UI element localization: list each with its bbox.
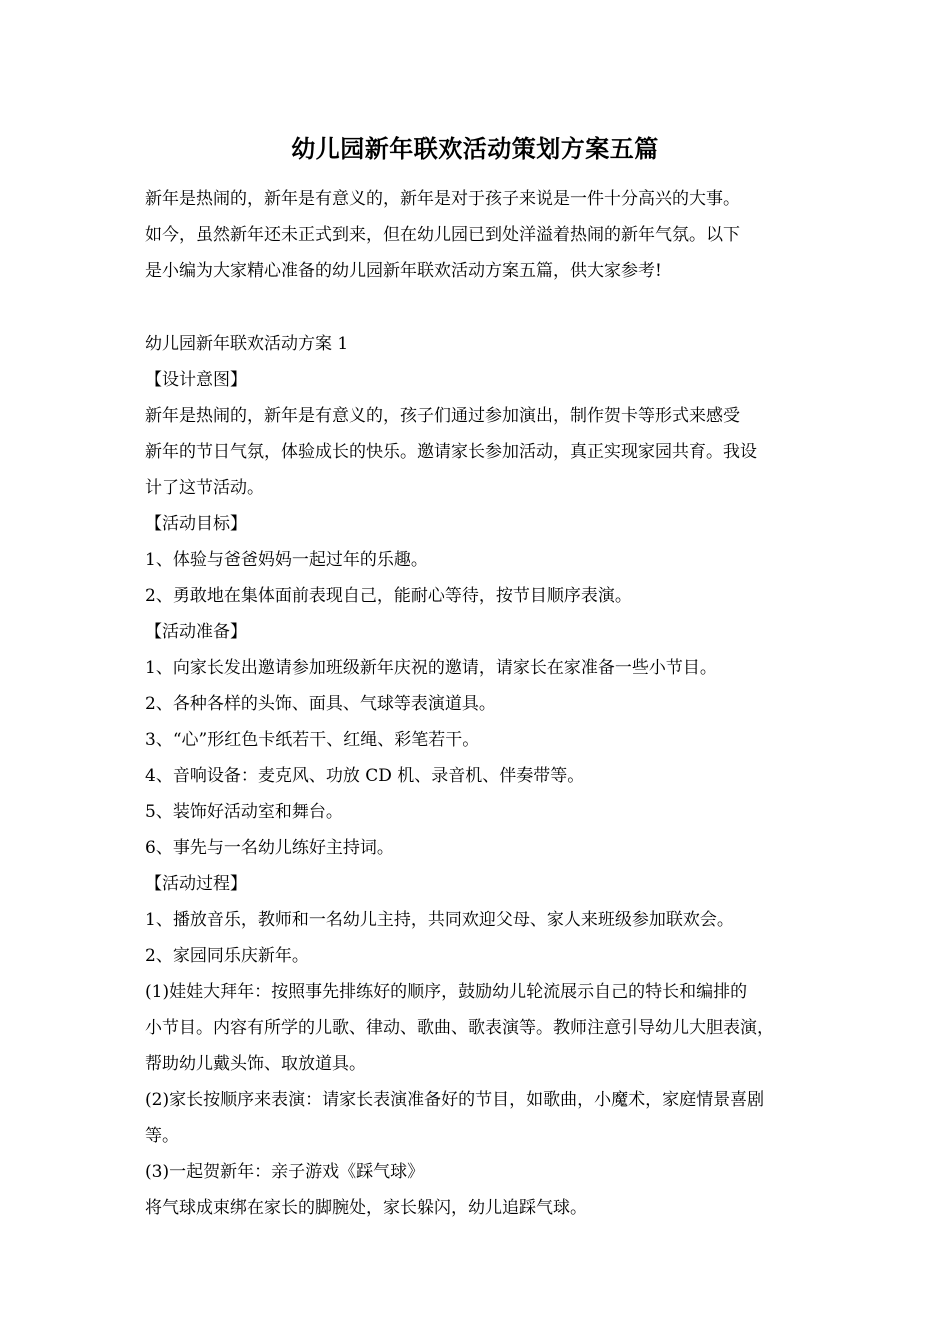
section-heading: 幼儿园新年联欢活动方案 1 xyxy=(145,334,349,354)
text-line: (3)一起贺新年：亲子游戏《踩气球》 xyxy=(145,1162,425,1182)
list-item: 2、各种各样的头饰、面具、气球等表演道具。 xyxy=(145,694,496,714)
plan-section xyxy=(145,326,811,1226)
text-line: 等。 xyxy=(145,1126,179,1146)
list-item: 3、“心”形红色卡纸若干、红绳、彩笔若干。 xyxy=(145,730,480,750)
subheading-preparation: 【活动准备】 xyxy=(145,622,247,642)
list-item: 6、事先与一名幼儿练好主持词。 xyxy=(145,838,394,858)
list-item: 5、装饰好活动室和舞台。 xyxy=(145,802,343,822)
intro-line: 是小编为大家精心准备的幼儿园新年联欢活动方案五篇，供大家参考! xyxy=(145,261,662,281)
intro-line: 新年是热闹的，新年是有意义的，新年是对于孩子来说是一件十分高兴的大事。 xyxy=(145,189,740,209)
text-line: 新年的节日气氛，体验成长的快乐。邀请家长参加活动，真正实现家园共育。我设 xyxy=(145,442,757,462)
list-item: 1、播放音乐，教师和一名幼儿主持，共同欢迎父母、家人来班级参加联欢会。 xyxy=(145,910,734,930)
text-line: 计了这节活动。 xyxy=(145,478,264,498)
text-line: 将气球成束绑在家长的脚腕处，家长躲闪，幼儿追踩气球。 xyxy=(145,1198,587,1218)
text-line: 新年是热闹的，新年是有意义的，孩子们通过参加演出，制作贺卡等形式来感受 xyxy=(145,406,740,426)
text-line: 帮助幼儿戴头饰、取放道具。 xyxy=(145,1054,366,1074)
text-line: (1)娃娃大拜年：按照事先排练好的顺序，鼓励幼儿轮流展示自己的特长和编排的 xyxy=(145,982,748,1002)
subheading-design-intent: 【设计意图】 xyxy=(145,370,247,390)
list-item: 4、音响设备：麦克风、功放 CD 机、录音机、伴奏带等。 xyxy=(145,766,585,786)
list-item: 2、家园同乐庆新年。 xyxy=(145,946,309,966)
subheading-process: 【活动过程】 xyxy=(145,874,247,894)
intro-line: 如今，虽然新年还未正式到来，但在幼儿园已到处洋溢着热闹的新年气氛。以下 xyxy=(145,225,740,245)
intro-paragraph xyxy=(145,181,811,289)
text-line: (2)家长按顺序来表演：请家长表演准备好的节目，如歌曲，小魔术，家庭情景喜剧 xyxy=(145,1090,765,1110)
document-title: 幼儿园新年联欢活动策划方案五篇 xyxy=(291,134,659,163)
list-item: 1、体验与爸爸妈妈一起过年的乐趣。 xyxy=(145,550,428,570)
subheading-goals: 【活动目标】 xyxy=(145,514,247,534)
text-line: 小节目。内容有所学的儿歌、律动、歌曲、歌表演等。教师注意引导幼儿大胆表演， xyxy=(145,1018,774,1038)
list-item: 2、勇敢地在集体面前表现自己，能耐心等待，按节目顺序表演。 xyxy=(145,586,632,606)
list-item: 1、向家长发出邀请参加班级新年庆祝的邀请，请家长在家准备一些小节目。 xyxy=(145,658,717,678)
